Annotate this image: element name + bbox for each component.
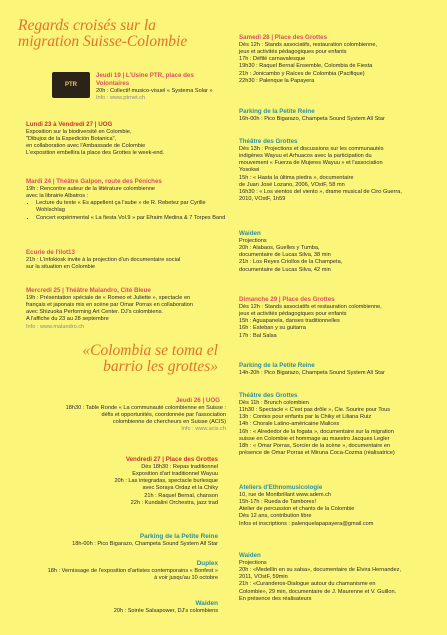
theatre1-line-4: Yosokwi xyxy=(239,167,260,174)
lundi-line-4: L'exposition embellira la place des Grottes le week-end. xyxy=(26,150,165,157)
ecurie-line-1: 21h : L'infokiosk invite à la projection d'un documentaire social xyxy=(26,256,181,263)
jeudi-line: 20h : Collectif musico-visuel « Systema Solar » xyxy=(96,87,213,94)
dimanche-block xyxy=(239,296,441,340)
ateliers-line-5: Infos et inscriptions : palenquelapapayera@gmail.com xyxy=(239,520,374,527)
samedi-line-4: 19h30 : Raquel Bernal Ensemble, Colombia de Fiesta xyxy=(239,63,373,70)
dimanche-line-1: Dès 12h : Stands associatifs et restauration colombienne, xyxy=(239,303,382,310)
mardi-block xyxy=(26,178,226,222)
waiden2-block xyxy=(239,552,441,603)
dimanche-line-5: 17h : Bal Salsa xyxy=(239,332,277,339)
theatre1-block xyxy=(239,138,441,203)
parking1-block xyxy=(239,108,441,123)
ateliers-line-2: 15h-17h : Rueda de Tambores! xyxy=(239,499,317,506)
vendredi-line-4: avec Soraya Ordaz et la Chiky xyxy=(142,485,218,492)
parking-block xyxy=(26,533,218,548)
lundi-block xyxy=(26,121,226,158)
waiden2-line-4: 21h : «Curanderos-Dialogue autour du chamanisme en xyxy=(239,581,376,588)
theatre1-line-5: 15h : « Hasta la última piedra », documentaire xyxy=(239,174,354,181)
theatre1-line-3: mouvement « Fuerza de Mujeres Wayuu » et l'association xyxy=(239,160,383,167)
duplex-head: Duplex xyxy=(196,560,218,567)
samedi-line-1: Dès 12h : Stands associatifs, restauration colombienne, xyxy=(239,41,378,48)
vendredi-head: Vendredi 27 | Place des Grottes xyxy=(125,456,218,463)
theatre2-line-5: 16h : « Alrededor de la fogata », documentaire sur la migration xyxy=(239,428,394,435)
waiden2-line-2: 20h : «Medellín en su salsa», documentaire de Elvira Hernandez, xyxy=(239,567,402,574)
waiden1-line-1: Projections xyxy=(239,237,267,244)
waiden2-line-6: En présence des réalisateurs xyxy=(239,595,312,602)
jeudi26-block xyxy=(26,397,226,434)
jeudi-info: Info : www.ptrnet.ch xyxy=(96,95,146,102)
jeudi-block xyxy=(96,72,226,102)
ecurie-block xyxy=(26,249,226,271)
waiden1-line-3: documentaire de Lucas Silva, 38 min xyxy=(239,252,331,259)
mercredi-line-4: A l'affiche du 23 au 28 septembre xyxy=(26,316,109,323)
duplex-line-2: à voir jusqu'au 10 octobre xyxy=(154,575,218,582)
theatre2-line-8: présence de Omar Porras et Miruna Coca-Cozma (réalisatrice) xyxy=(239,450,395,457)
theatre2-line-6: suisse en Colombie et hommage au maestro Jacques Legler xyxy=(239,435,390,442)
waiden2-head: Waiden xyxy=(239,552,261,559)
parking2-block xyxy=(239,362,441,377)
dimanche-head: Dimanche 29 | Place des Grottes xyxy=(239,296,335,303)
ptr-logo: PTR xyxy=(52,72,90,98)
mardi-line-2: avec la librairie Albatros : xyxy=(26,193,89,200)
theatre1-line-2: indigènes Wayuu et Arhuacos avec la participation du xyxy=(239,153,372,160)
theatre1-head: Théâtre des Grottes xyxy=(239,138,298,145)
parking-line: 18h-00h : Pico Bigarazo, Champeta Sound System All Star xyxy=(72,541,218,548)
lundi-head: Lundi 23 à Vendredi 27 | UOG xyxy=(26,121,113,128)
waiden2-line-3: 2011, VOstF, 59min xyxy=(239,574,288,581)
mercredi-line-1: 19h : Présentation spéciale de « Romeo et Juliette », spectacle en xyxy=(26,294,191,301)
theatre1-line-6: de Juan José Lozano, 2006, VOstF, 58 mn xyxy=(239,181,345,188)
theatre2-line-3: 13h : Contes pour enfants par la Chiky et Liliana Ruiz xyxy=(239,414,372,421)
samedi-head: Samedi 28 | Place des Grottes xyxy=(239,34,328,41)
theatre1-line-8: 2010, VOstF, 1h59 xyxy=(239,196,286,203)
jeudi26-head: Jeudi 26 | UOG xyxy=(175,397,220,404)
theatre2-line-2: 11h30 : Spectacle « C'est pas drôle », Cie. Sourire pour Tous xyxy=(239,407,391,414)
waiden1-line-5: documentaire de Lucas Silva, 42 min xyxy=(239,266,331,273)
waiden-line: 20h : Soirée Salsapower, DJ's colombiens xyxy=(113,608,218,615)
waiden2-line-1: Projections xyxy=(239,559,267,566)
waiden-head: Waiden xyxy=(195,600,218,607)
vendredi-line-5: 21h : Raquel Bernal, chanson xyxy=(144,492,218,499)
vendredi-line-6: 22h : Kundalini Orchestra, jazz trad xyxy=(130,499,218,506)
lundi-line-2: "Dibujos de la Expedición Botanica", xyxy=(26,136,117,143)
second-title: «Colombia se toma el barrio les grottes» xyxy=(82,342,218,376)
theatre1-line-7: 16h30 : « Los vientos del viento », drame musical de Ciro Guerra, xyxy=(239,188,402,195)
dimanche-line-2: jeux et activités pédagogiques pour enfants xyxy=(239,311,347,318)
samedi-line-6: 22h30 : Palenque la Papayera xyxy=(239,77,315,84)
mardi-bullet-1: • Lecture du texte « Es appellent ça l'aube » de R. Rebetez par Cyrille Wohlschlag xyxy=(36,200,226,214)
samedi-line-3: 17h : Défilé carnavalesque xyxy=(239,56,306,63)
main-title: Regards croisés sur la migration Suisse-Colombie xyxy=(18,17,188,51)
waiden1-line-2: 20h : Alabaos, Guelles y Tumba, xyxy=(239,245,320,252)
parking2-head: Parking de la Petite Reine xyxy=(239,362,315,369)
waiden2-line-5: Colombie», 29 min, documentaire de J. Maurenne et V. Guillon. xyxy=(239,588,397,595)
jeudi26-line-2: défis et opportunités, coordonnée par l'association xyxy=(101,412,226,419)
jeudi-head: Jeudi 19 | L'Usine PTR, place des Volontaires xyxy=(96,72,194,87)
ateliers-head: Ateliers d'Ethnomusicologie xyxy=(239,484,323,491)
ateliers-line-3: Atelier de percussion et chants de la Colombie xyxy=(239,506,355,513)
ateliers-line-4: Dès 12 ans, contribution libre xyxy=(239,513,312,520)
vendredi-line-1: Dès 18h30 : Repas traditionnel xyxy=(141,463,218,470)
mercredi-line-3: avec Shizuoka Performing Art Center. DJ's colombiens. xyxy=(26,309,163,316)
mercredi-line-2: français et japonais mis en scène par Omar Porras en collaboration xyxy=(26,302,193,309)
parking2-line: 14h-20h : Pico Bigarazo, Champeta Sound System All Star xyxy=(239,369,385,376)
parking-head: Parking de la Petite Reine xyxy=(139,533,218,540)
mardi-line-1: 19h : Rencontre auteur de la littérature colombienne xyxy=(26,185,156,192)
jeudi26-info: Info : www.acis.ch xyxy=(181,426,226,433)
theatre2-block xyxy=(239,392,441,457)
vendredi-line-2: Exposition d'art traditionnel Wayuu xyxy=(132,471,218,478)
dimanche-line-3: 15h : Aguapanela, danses traditionnelles xyxy=(239,318,340,325)
vendredi-line-3: 20h : Las integradas, spectacle burlesque xyxy=(114,478,218,485)
waiden1-block xyxy=(239,230,441,274)
waiden1-head: Waiden xyxy=(239,230,261,237)
mardi-bullet-2: • Concert expérimental « La fiesta Vol.9 » par Efraim Medina & 7 Torpes Band xyxy=(36,215,226,222)
duplex-line-1: 18h : Vernissage de l'exposition d'artistes contemporains « Bonfest » xyxy=(47,568,218,575)
lundi-line-3: en collaboration avec l'Ambassade de Colombie xyxy=(26,143,146,150)
waiden1-line-4: 21h : Los Reyes Criollos de la Champeta, xyxy=(239,259,343,266)
lundi-line-1: Exposition sur la biodiversité en Colombie, xyxy=(26,128,132,135)
jeudi26-line-1: 18h30 : Table Ronde « La communauté colombienne en Suisse : xyxy=(65,404,226,411)
ecurie-line-2: sur la situation en Colombie xyxy=(26,264,96,271)
ateliers-line-1: 10, rue de Montbrillant www.adem.ch xyxy=(239,491,332,498)
waiden-block xyxy=(26,600,218,615)
ecurie-head: Ecurie de l'ilot13 xyxy=(26,249,75,256)
samedi-line-5: 21h : Jonicambo y Raíces de Colombia (Pacifique) xyxy=(239,70,365,77)
vendredi-block xyxy=(26,456,218,507)
parking1-line: 16h-00h : Pico Bigarazo, Champeta Sound System All Star xyxy=(239,115,385,122)
dimanche-line-4: 16h : Esteban y su guitarra xyxy=(239,325,306,332)
ateliers-block xyxy=(239,484,441,528)
theatre1-line-1: Dès 13h : Projections et discussions sur les communautés xyxy=(239,145,384,152)
theatre2-head: Théâtre des Grottes xyxy=(239,392,298,399)
parking1-head: Parking de la Petite Reine xyxy=(239,108,315,115)
theatre2-line-1: Dès 11h : Brunch colombien xyxy=(239,399,309,406)
samedi-block xyxy=(239,34,441,85)
jeudi26-line-3: colombienne de chercheurs en Suisse (ACIS) xyxy=(112,419,226,426)
mardi-head: Mardi 24 | Théâtre Galpon, route des Péniches xyxy=(26,178,162,185)
theatre2-line-7: 18h : « Omar Porras, Sorcier de la scène », documentaire en xyxy=(239,442,391,449)
duplex-block xyxy=(26,560,218,583)
theatre2-line-4: 14h : Chorale Latino-américaine Malices xyxy=(239,421,340,428)
mercredi-head: Mercredi 25 | Théâtre Malandro, Cité Bleue xyxy=(26,287,151,294)
mercredi-info: Info : www.malandro.ch xyxy=(26,323,85,330)
samedi-line-2: jeux et activités pédagogiques pour enfants xyxy=(239,49,347,56)
mercredi-block xyxy=(26,287,226,331)
